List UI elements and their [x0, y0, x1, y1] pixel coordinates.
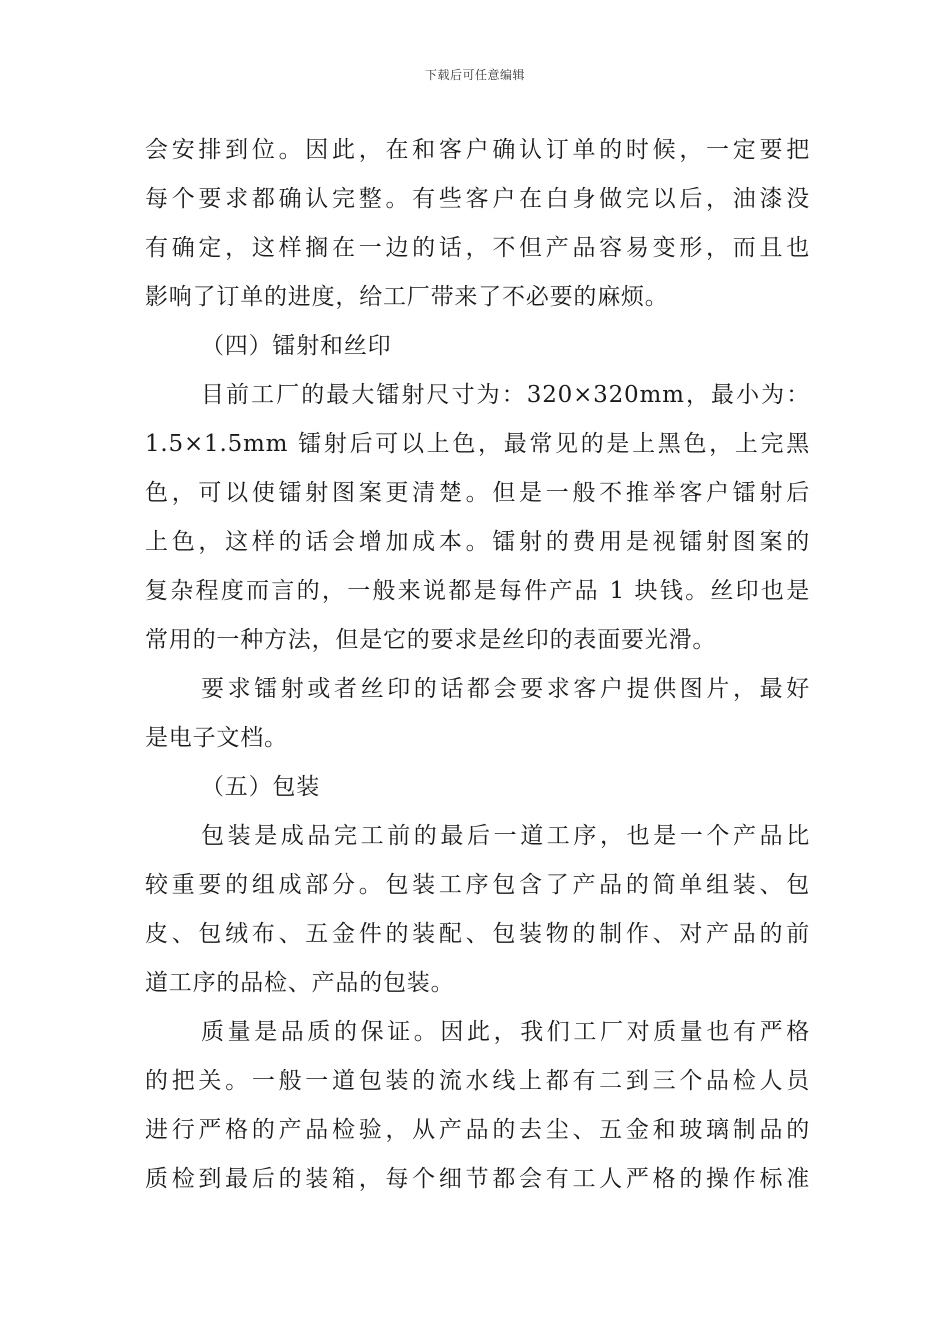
text-line: 上色，这样的话会增加成本。镭射的费用是视镭射图案的: [145, 529, 810, 555]
text-line: 包装是成品完工前的最后一道工序，也是一个产品比: [201, 823, 810, 849]
text-line: 有确定，这样搁在一边的话，不但产品容易变形，而且也: [145, 235, 810, 261]
section-heading: （五）包装: [201, 774, 320, 800]
text-line: 复杂程度而言的，一般来说都是每件产品 1 块钱。丝印也是: [145, 578, 810, 604]
text-line: 皮、包绒布、五金件的装配、包装物的制作、对产品的前: [145, 921, 810, 947]
text-line: 影响了订单的进度，给工厂带来了不必要的麻烦。: [145, 284, 669, 310]
text-line: 常用的一种方法，但是它的要求是丝印的表面要光滑。: [145, 627, 717, 653]
text-line: 质检到最后的装箱，每个细节都会有工人严格的操作标准: [145, 1166, 810, 1192]
text-line: 的把关。一般一道包装的流水线上都有二到三个品检人员: [145, 1068, 810, 1094]
text-line: 色，可以使镭射图案更清楚。但是一般不推举客户镭射后: [145, 480, 810, 506]
text-line: 质量是品质的保证。因此，我们工厂对质量也有严格: [201, 1019, 810, 1045]
text-line: 要求镭射或者丝印的话都会要求客户提供图片，最好: [201, 676, 810, 702]
text-line: 较重要的组成部分。包装工序包含了产品的简单组装、包: [145, 872, 810, 898]
text-line: 1.5×1.5mm 镭射后可以上色，最常见的是上黑色，上完黑: [145, 431, 810, 457]
document-body: [145, 126, 810, 1204]
text-line: 道工序的品检、产品的包装。: [145, 970, 455, 996]
text-line: 目前工厂的最大镭射尺寸为：320×320mm，最小为：: [201, 382, 810, 408]
text-line: 会安排到位。因此，在和客户确认订单的时候，一定要把: [145, 137, 810, 163]
section-heading: （四）镭射和丝印: [201, 333, 392, 359]
text-line: 每个要求都确认完整。有些客户在白身做完以后，油漆没: [145, 186, 810, 212]
text-line: 是电子文档。: [145, 725, 288, 751]
page-header: 下载后可任意编辑: [424, 68, 525, 82]
text-line: 进行严格的产品检验，从产品的去尘、五金和玻璃制品的: [145, 1117, 810, 1143]
